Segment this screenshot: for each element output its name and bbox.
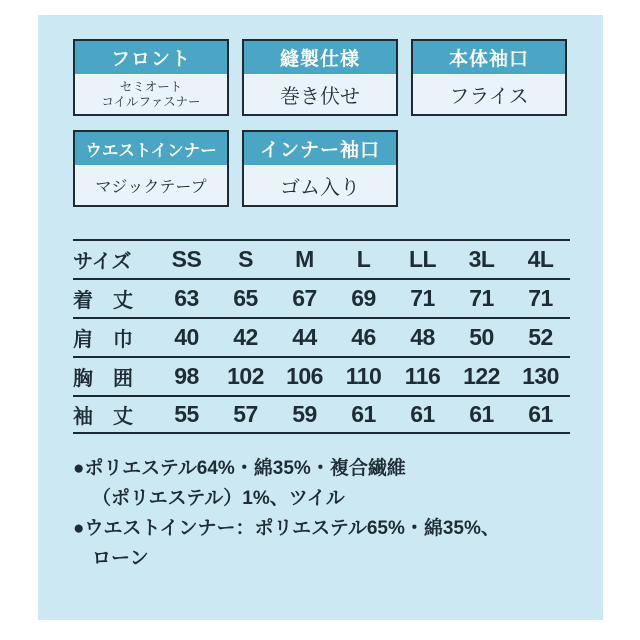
spec-box-sewing-title: 縫製仕様 [244, 41, 396, 74]
cell-value: 46 [351, 324, 376, 350]
cell-value: 69 [351, 285, 376, 311]
size-col-m: M [295, 246, 314, 272]
size-col-l: L [356, 246, 371, 272]
spec-box-front-value-line2: コイルファスナー [101, 94, 201, 109]
spec-box-inner-cuff-title: インナー袖口 [244, 132, 396, 165]
cell-value: 102 [227, 363, 264, 389]
row-label: 着 丈 [73, 290, 133, 312]
spec-box-waist-inner-title: ウエストインナー [75, 132, 227, 165]
cell-value: 122 [463, 363, 500, 389]
cell-value: 61 [410, 401, 435, 427]
spec-box-inner-cuff [242, 130, 398, 207]
cell-value: 71 [410, 285, 435, 311]
table-row-body-length [73, 278, 570, 317]
spec-boxes-row-2 [73, 130, 603, 207]
cell-value: 61 [351, 401, 376, 427]
spec-box-front-title: フロント [75, 41, 227, 74]
spec-box-front [73, 39, 229, 116]
material-notes [73, 454, 603, 574]
cell-value: 57 [233, 401, 258, 427]
cell-value: 98 [174, 363, 199, 389]
cell-value: 44 [292, 324, 317, 350]
cell-value: 61 [469, 401, 494, 427]
table-row-chest [73, 356, 570, 395]
spec-box-front-value [75, 74, 227, 114]
spec-box-waist-inner [73, 130, 229, 207]
size-table-header-row [73, 239, 570, 278]
size-table [73, 239, 570, 434]
cell-value: 67 [292, 285, 317, 311]
row-label: 袖 丈 [73, 406, 133, 428]
cell-value: 48 [410, 324, 435, 350]
spec-box-sewing-value: 巻き伏せ [244, 74, 396, 114]
cell-value: 52 [528, 324, 553, 350]
size-col-s: S [238, 246, 253, 272]
cell-value: 61 [528, 401, 553, 427]
spec-boxes-row-1 [73, 39, 603, 116]
table-row-sleeve-length [73, 395, 570, 434]
cell-value: 55 [174, 401, 199, 427]
cell-value: 40 [174, 324, 199, 350]
spec-panel [38, 15, 603, 620]
spec-box-body-cuff-title: 本体袖口 [413, 41, 565, 74]
material-note-line: （ポリエステル）1%、ツイル [92, 488, 345, 509]
cell-value: 71 [528, 285, 553, 311]
spec-box-sewing [242, 39, 398, 116]
cell-value: 50 [469, 324, 494, 350]
cell-value: 106 [286, 363, 323, 389]
size-col-ll: LL [408, 246, 437, 272]
material-note-line: ローン [92, 548, 149, 569]
material-note-line: ●ウエストインナー：ポリエステル65%・綿35%、 [73, 518, 500, 539]
spec-box-body-cuff-value: フライス [413, 74, 565, 114]
table-row-shoulder-width [73, 317, 570, 356]
size-table-header-label: サイズ [73, 251, 132, 273]
row-label: 肩 巾 [73, 329, 133, 351]
cell-value: 63 [174, 285, 199, 311]
cell-value: 110 [345, 363, 382, 389]
size-col-ss: SS [171, 246, 202, 272]
cell-value: 59 [292, 401, 317, 427]
cell-value: 71 [469, 285, 494, 311]
spec-box-waist-inner-value: マジックテープ [75, 165, 227, 205]
size-col-3l: 3L [468, 246, 495, 272]
size-col-4l: 4L [527, 246, 554, 272]
spec-box-front-value-line1: セミオート [119, 79, 183, 94]
cell-value: 65 [233, 285, 258, 311]
spec-box-body-cuff [411, 39, 567, 116]
material-note-line: ●ポリエステル64%・綿35%・複合繊維 [73, 458, 406, 479]
cell-value: 116 [404, 363, 441, 389]
row-label: 胸 囲 [73, 368, 133, 390]
cell-value: 42 [233, 324, 258, 350]
spec-box-inner-cuff-value: ゴム入り [244, 165, 396, 205]
cell-value: 130 [522, 363, 559, 389]
